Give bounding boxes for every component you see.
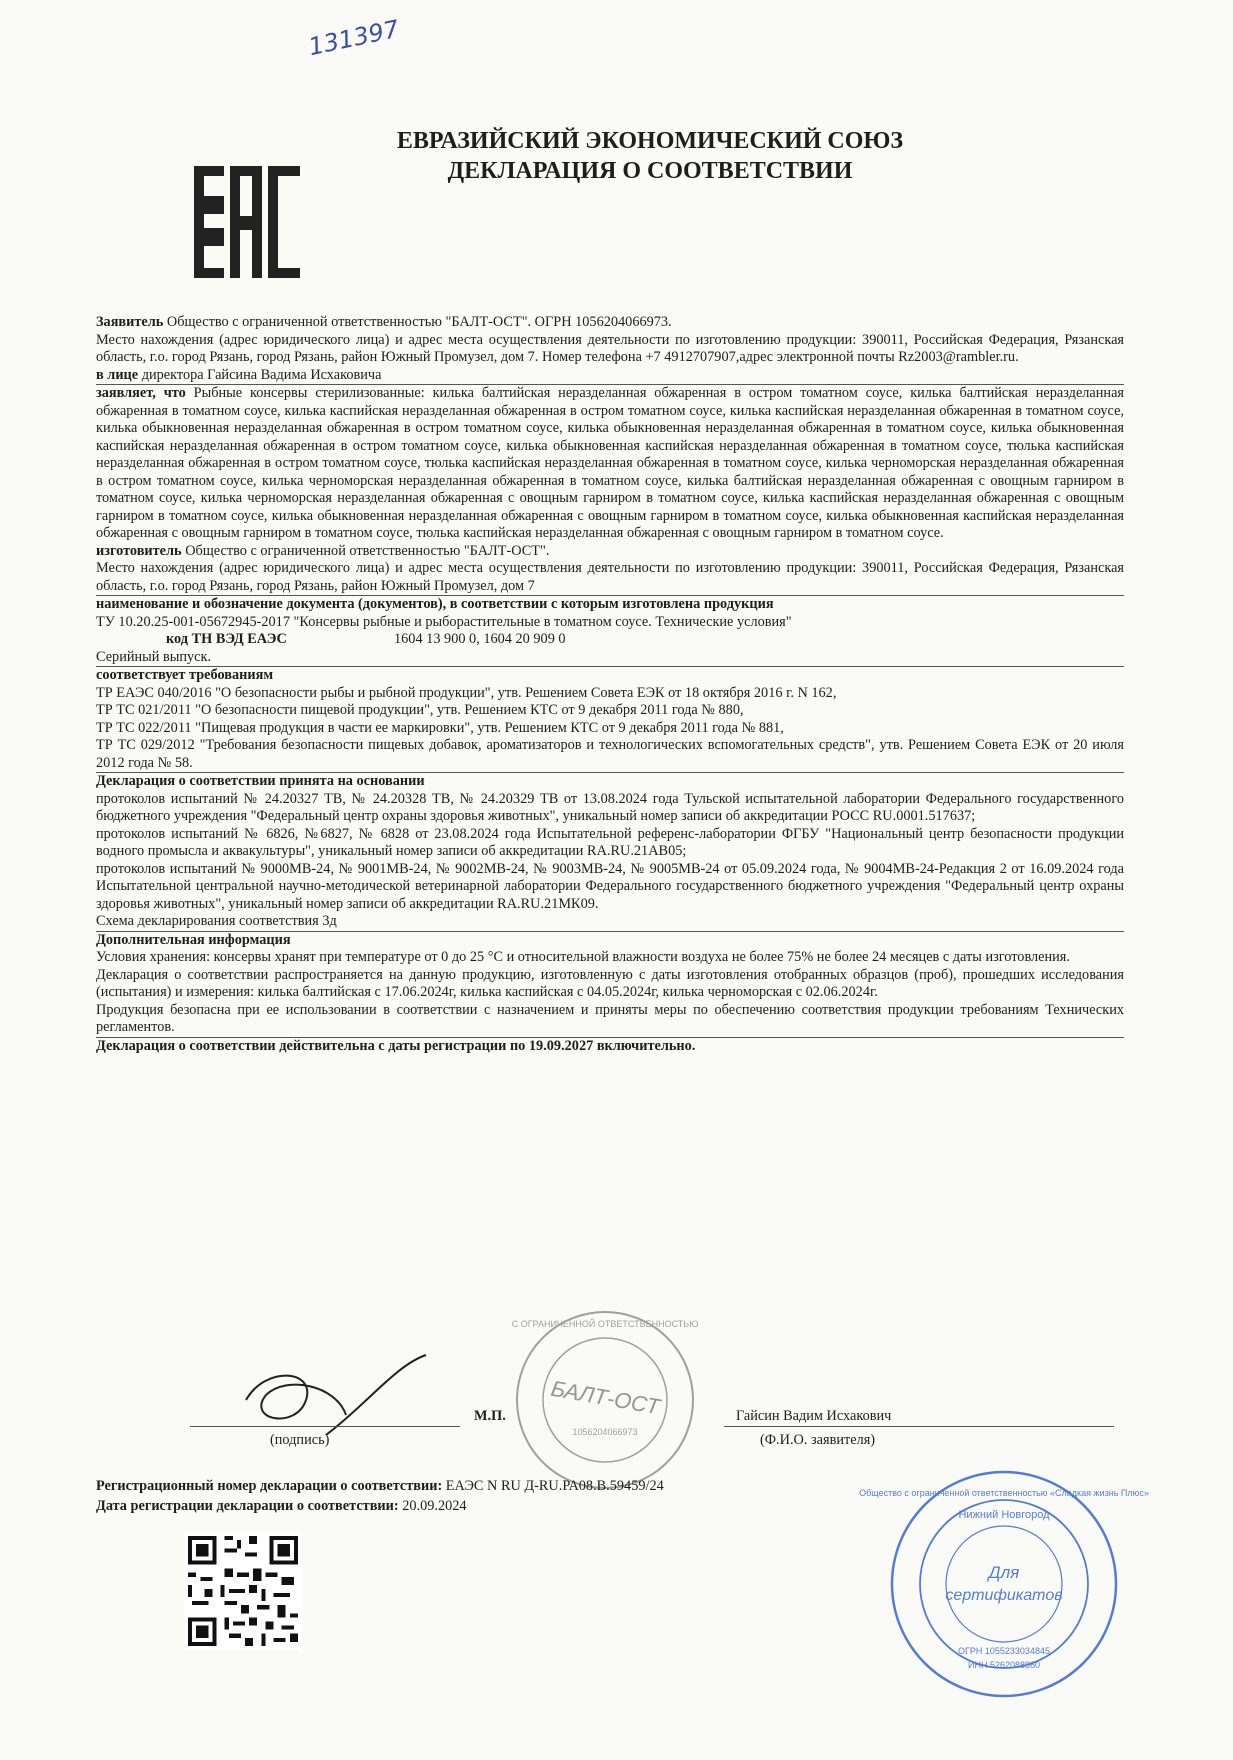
validity-statement: Декларация о соответствии действительна с даты регистрации по 19.09.2027 включительно.: [96, 1037, 696, 1054]
header-line-2: ДЕКЛАРАЦИЯ О СООТВЕТСТВИИ: [447, 158, 853, 184]
company-stamp-ogrn: 1056204066973: [572, 1427, 638, 1437]
manufacturer-label: изготовитель: [96, 542, 182, 559]
signatory-name: Гайсин Вадим Исхакович: [736, 1408, 892, 1424]
applicant-text: Общество с ограниченной ответственностью "БАЛТ-ОСТ". ОГРН 1056204066973.: [163, 314, 672, 330]
document-heading: наименование и обозначение документа (документов), в соответствии с которым изготовлена продукция: [96, 596, 774, 612]
manufacturer-text: Общество с ограниченной ответственностью "БАЛТ-ОСТ".: [181, 542, 550, 559]
additional-item: Условия хранения: консервы хранят при температуре от 0 до 25 °С и относительной влажности воздуха не более 75% не более 24 месяцев с даты изготовления.: [96, 949, 1070, 965]
qr-code-icon: [184, 1532, 302, 1650]
declaration-body: [96, 314, 1124, 1055]
basis-heading: Декларация о соответствии принята на основании: [96, 773, 425, 789]
handwritten-number: 131397: [306, 14, 402, 62]
requirement-item: ТР ТС 022/2011 "Пищевая продукция в части ее маркировки", утв. Решением КТС от 9 декабря 2011 года № 881,: [96, 719, 784, 736]
cert-stamp-city: Нижний Новгород: [958, 1509, 1050, 1521]
requirement-item: ТР ТС 029/2012 "Требования безопасности пищевых добавок, ароматизаторов и технологических вспомогательных средств", утв. Решением Совета ЕЭК от 20 июля 2012 года № 58.: [96, 737, 1124, 773]
registration-number: ЕАЭС N RU Д-RU.РА08.В.59459/24: [445, 1478, 664, 1494]
cert-stamp-center-1: Для: [988, 1563, 1020, 1582]
hs-code-row: [96, 631, 1124, 649]
hs-code-value: 1604 13 900 0, 1604 20 909 0: [394, 631, 566, 647]
signature-line: [190, 1426, 460, 1427]
name-line: [724, 1426, 1114, 1427]
registration-date-row: [96, 1496, 664, 1516]
declaration-scheme: Схема декларирования соответствия 3д: [96, 913, 1124, 932]
certificate-stamp: [859, 1466, 1149, 1702]
cert-stamp-center-2: сертификатов: [945, 1587, 1063, 1604]
additional-heading: Дополнительная информация: [96, 931, 291, 948]
registration-number-row: [96, 1476, 664, 1496]
signature-caption: (подпись): [270, 1432, 330, 1448]
additional-item: Декларация о соответствии распространяется на данную продукцию, изготовленную с даты изготовления отобранных образцов (проб), прошедших исследования (испытания) и измерения: килька балтийская с 17.06.2024г, килька каспийская с 04.05.2024г, килька черноморская с 02.06.2024г.: [96, 966, 1124, 1000]
person-label: в лице: [96, 366, 139, 383]
declares-block: [96, 385, 1124, 543]
cert-stamp-ogrn: ОГРН 1055233034845: [958, 1646, 1050, 1656]
name-caption: (Ф.И.О. заявителя): [760, 1432, 876, 1448]
registration-block: [96, 1476, 664, 1516]
registration-date: 20.09.2024: [402, 1498, 467, 1514]
applicant-block: [96, 314, 1124, 332]
basis-item: протоколов испытаний № 24.20327 ТВ, № 24.20328 ТВ, № 24.20329 ТВ от 13.08.2024 года Тульской испытательной лаборатории Федерального государственного бюджетного учреждения "Федеральный центр охраны здоровья животных", уникальный номер записи об аккредитации РОСС RU.0001.517637;: [96, 790, 1124, 824]
declares-label: заявляет, что: [96, 385, 186, 401]
basis-item: протоколов испытаний № 6826, №6827, № 6828 от 23.08.2024 года Испытательной референс-лаборатории ФГБУ "Национальный центр безопасности продукции водного промысла и аквакультуры", уникальный номер записи об аккредитации RA.RU.21АВ05;: [96, 825, 1124, 859]
additional-item: Продукция безопасна при ее использовании в соответствии с назначением и приняты меры по обеспечению соответствия продукции требованиям Технических регламентов.: [96, 1002, 1124, 1038]
registration-date-label: Дата регистрации декларации о соответствии:: [96, 1498, 399, 1514]
company-stamp-center: БАЛТ-ОСТ: [549, 1375, 662, 1420]
eac-logo-icon: [190, 162, 304, 282]
serial-release: Серийный выпуск.: [96, 649, 1124, 668]
person-text: директора Гайсина Вадима Исхаковича: [138, 366, 382, 383]
header-line-1: ЕВРАЗИЙСКИЙ ЭКОНОМИЧЕСКИЙ СОЮЗ: [396, 128, 904, 154]
hs-code-label: код ТН ВЭД ЕАЭС: [166, 631, 287, 647]
manufacturer-block: [96, 543, 1124, 561]
registration-number-label: Регистрационный номер декларации о соответствии:: [96, 1478, 443, 1494]
document-text: ТУ 10.20.25-001-05672945-2017 "Консервы рыбные и рыборастительные в томатном соусе. Технические условия": [96, 613, 792, 630]
cert-stamp-inn: ИНН 5262088860: [967, 1660, 1041, 1670]
applicant-address: Место нахождения (адрес юридического лица) и адрес места осуществления деятельности по изготовлению продукции: 390011, Российская Федерация, Рязанская область, г.о. город Рязань, город Рязань, район Южный Промузел, дом 7. Номер телефона +7 4912707907,адрес электронной почты Rz2003@rambler.ru.: [96, 331, 1124, 365]
manufacturer-address: Место нахождения (адрес юридического лица) и адрес места осуществления деятельности по изготовлению продукции: 390011, Российская Федерация, Рязанская область, г.о. город Рязань, город Рязань, район Южный Промузел, дом 7: [96, 560, 1124, 596]
requirement-item: ТР ТС 021/2011 "О безопасности пищевой продукции", утв. Решением КТС от 9 декабря 2011 года № 880,: [96, 702, 744, 718]
requirement-item: ТР ЕАЭС 040/2016 "О безопасности рыбы и рыбной продукции", утв. Решением Совета ЕЭК от 18 октября 2016 г. N 162,: [96, 684, 837, 701]
signature-row: [96, 1398, 1124, 1458]
person-block: [96, 367, 1124, 386]
applicant-label: Заявитель: [96, 314, 164, 330]
stamp-place: М.П.: [474, 1408, 506, 1424]
requirements-heading: соответствует требованиям: [96, 667, 274, 683]
basis-item: протоколов испытаний № 9000МВ-24, № 9001МВ-24, № 9002МВ-24, № 9003МВ-24, № 9005МВ-24 от 05.09.2024 года, № 9004МВ-24-Редакция 2 от 16.09.2024 года Испытательной центральной научно-методической ветеринарной лаборатории Федерального государственного бюджетного учреждения "Федеральный центр охраны здоровья животных", уникальный номер записи об аккредитации RA.RU.21МК09.: [96, 860, 1124, 912]
company-stamp-ring: С ОГРАНИЧЕННОЙ ОТВЕТСТВЕННОСТЬЮ: [511, 1319, 699, 1329]
declares-text: Рыбные консервы стерилизованные: килька балтийская неразделанная обжаренная в остром томатном соусе, килька балтийская неразделанная обжаренная в томатном соусе, килька каспийская неразделанная обжаренная в остром томатном соусе, килька каспийская неразделанная обжаренная в томатном соусе, килька обыкновенная неразделанная обжаренная в остром томатном соусе, килька обыкновенная неразделанная обжаренная в томатном соусе, килька обыкновенная каспийская неразделанная обжаренная в остром томатном соусе, килька обыкновенная каспийская неразделанная обжаренная в томатном соусе, тюлька каспийская неразделанная обжаренная в остром томатном соусе, тюлька каспийская неразделанная обжаренная в томатном соусе, килька черноморская неразделанная обжаренная в остром томатном соусе, килька черноморская неразделанная обжаренная в томатном соусе, килька балтийская неразделанная обжаренная с овощным гарниром в томатном соусе, килька черноморская неразделанная обжаренная с овощным гарниром в томатном соусе, килька каспийская неразделанная обжаренная с овощным гарниром в томатном соусе, килька обыкновенная неразделанная обжаренная с овощным гарниром в томатном соусе, килька обыкновенная каспийская неразделанная обжаренная с овощным гарниром в томатном соусе, тюлька каспийская неразделанная обжаренная с овощным гарниром в томатном соусе.: [96, 385, 1124, 541]
cert-stamp-ring: Общество с ограниченной ответственностью «Сладкая жизнь Плюс»: [859, 1488, 1149, 1498]
